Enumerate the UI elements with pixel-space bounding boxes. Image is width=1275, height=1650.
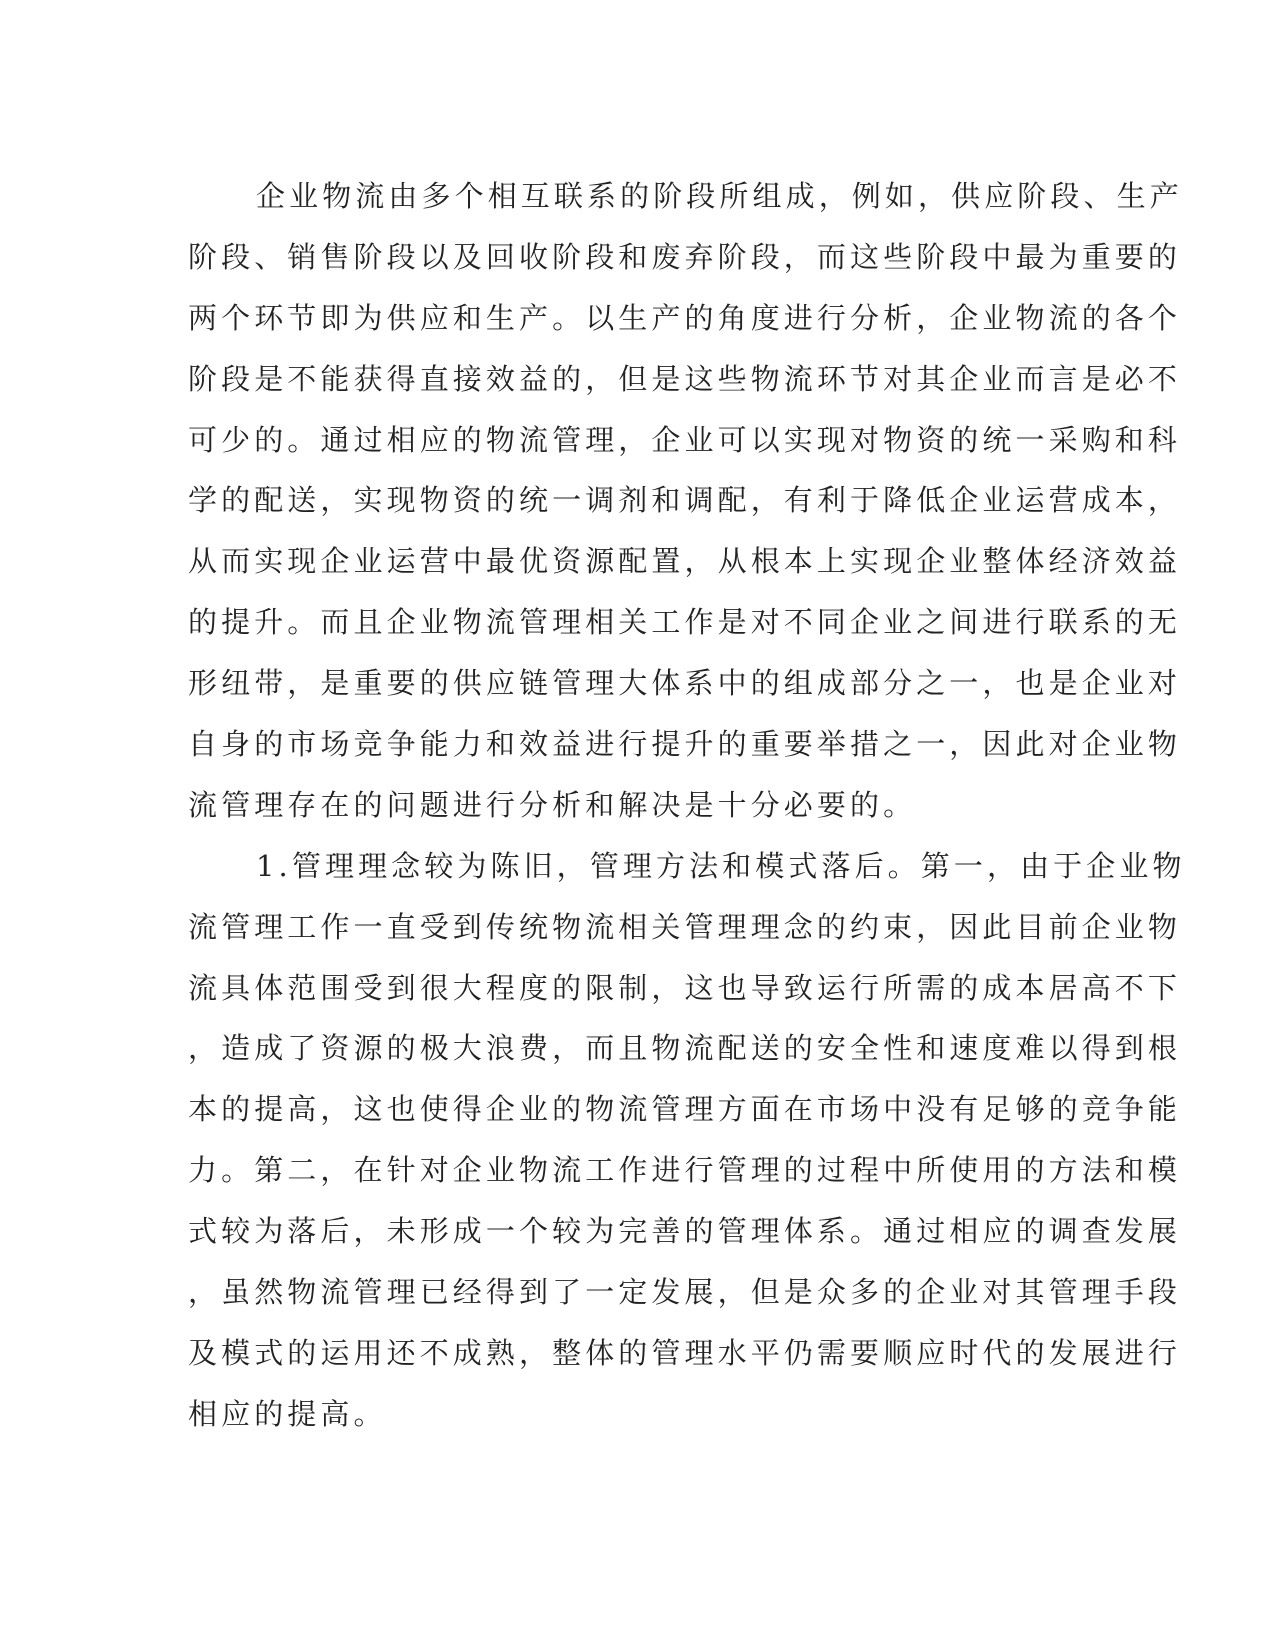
text-line: 学的配送，实现物资的统一调剂和调配，有利于降低企业运营成本， [188,483,1182,518]
text-line: 流管理工作一直受到传统物流相关管理理念的约束，因此目前企业物 [188,909,1182,944]
body-text [188,166,1186,1445]
text-line: 两个环节即为供应和生产。以生产的角度进行分析，企业物流的各个 [188,300,1182,335]
text-line: ，造成了资源的极大浪费，而且物流配送的安全性和速度难以得到根 [188,1031,1182,1066]
text-line: 流具体范围受到很大程度的限制，这也导致运行所需的成本居高不下 [188,970,1182,1005]
text-line: 企业物流由多个相互联系的阶段所组成，例如，供应阶段、生产 [256,179,1183,213]
text-line: 从而实现企业运营中最优资源配置，从根本上实现企业整体经济效益 [188,544,1182,579]
text-line: 流管理存在的问题进行分析和解决是十分必要的。 [188,787,917,822]
text-line: 相应的提高。 [188,1396,387,1431]
text-line: 的提升。而且企业物流管理相关工作是对不同企业之间进行联系的无 [188,605,1182,640]
text-line: 可少的。通过相应的物流管理，企业可以实现对物资的统一采购和科 [188,422,1182,457]
text-line: 阶段、销售阶段以及回收阶段和废弃阶段，而这些阶段中最为重要的 [188,239,1182,274]
text-line: 1.管理理念较为陈旧，管理方法和模式落后。第一，由于企业物 [256,848,1186,883]
text-line: 本的提高，这也使得企业的物流管理方面在市场中没有足够的竞争能 [188,1092,1182,1127]
text-line: 自身的市场竞争能力和效益进行提升的重要举措之一，因此对企业物 [188,727,1182,762]
text-line: 力。第二，在针对企业物流工作进行管理的过程中所使用的方法和模 [188,1153,1182,1188]
paragraph-2 [188,836,1186,1445]
text-line: 形纽带，是重要的供应链管理大体系中的组成部分之一，也是企业对 [188,666,1182,701]
text-line: 阶段是不能获得直接效益的，但是这些物流环节对其企业而言是必不 [188,361,1182,396]
text-line: 及模式的运用还不成熟，整体的管理水平仍需要顺应时代的发展进行 [188,1335,1182,1370]
text-line: 式较为落后，未形成一个较为完善的管理体系。通过相应的调查发展 [188,1214,1182,1249]
paragraph-1 [188,166,1183,836]
text-line: ，虽然物流管理已经得到了一定发展，但是众多的企业对其管理手段 [188,1275,1182,1310]
